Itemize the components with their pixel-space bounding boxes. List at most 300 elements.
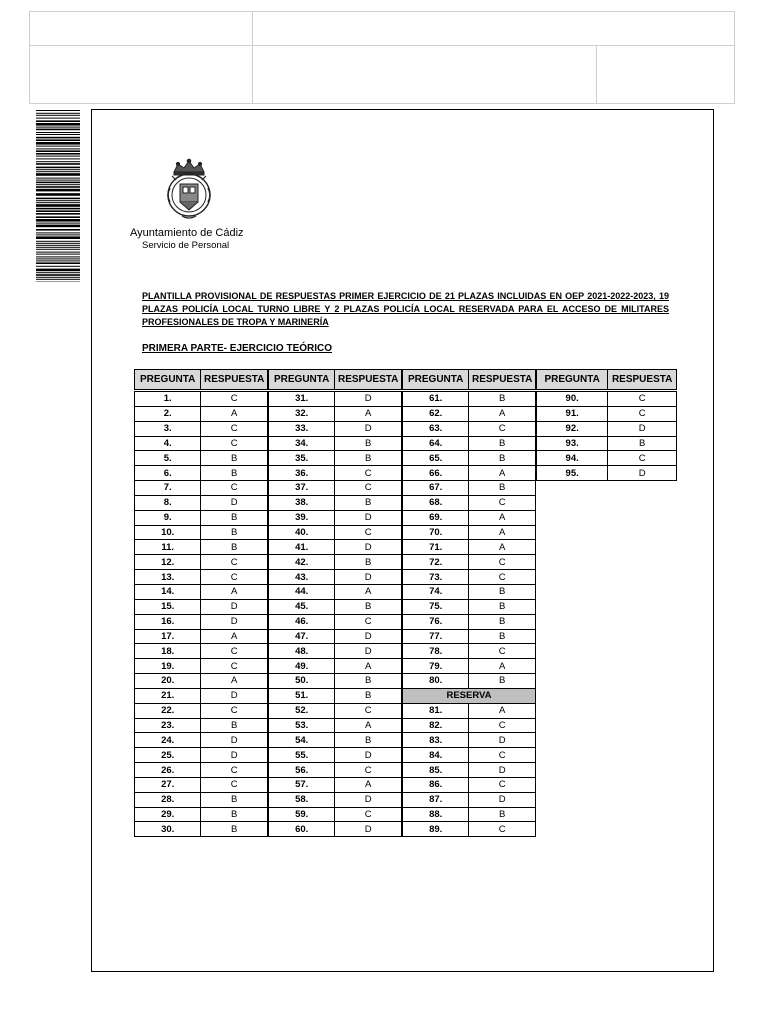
answer-letter: D <box>201 599 268 614</box>
question-number: 17. <box>135 629 201 644</box>
question-number: 28. <box>135 792 201 807</box>
barcode-image <box>36 110 80 282</box>
question-number: 69. <box>403 510 469 525</box>
answer-letter: A <box>469 540 536 555</box>
answer-letter: D <box>335 421 402 436</box>
answer-letter: A <box>469 406 536 421</box>
answer-letter: C <box>201 555 268 570</box>
answer-letter: C <box>335 807 402 822</box>
answer-letter: C <box>608 392 677 407</box>
table-row <box>135 540 268 555</box>
answer-letter: B <box>335 495 402 510</box>
table-row <box>269 495 402 510</box>
barcode-bar <box>36 202 80 203</box>
document-title: PLANTILLA PROVISIONAL DE RESPUESTAS PRIMER EJERCICIO DE 21 PLAZAS INCLUIDAS EN OEP 2021-2022-2023, 19 PLAZAS POLICÍA LOCAL TURNO LIBRE Y 2 PLAZAS POLICÍA LOCAL RESERVADA PARA EL ACCESO DE MILITARES PROFESIONALES DE TROPA Y MARINERÍA <box>142 291 669 327</box>
question-number: 61. <box>403 392 469 407</box>
table-row <box>135 792 268 807</box>
answer-letter: D <box>608 466 677 481</box>
answer-letter: C <box>469 570 536 585</box>
table-row <box>403 540 536 555</box>
barcode-bar <box>36 182 80 184</box>
answer-letter: B <box>469 481 536 496</box>
table-row <box>269 777 402 792</box>
answer-letter: A <box>335 777 402 792</box>
question-number: 16. <box>135 614 201 629</box>
table-row <box>269 436 402 451</box>
answer-letter: D <box>469 733 536 748</box>
barcode-bar <box>36 256 80 257</box>
answer-letter: B <box>335 555 402 570</box>
table-header-row <box>537 370 677 390</box>
table-row <box>403 466 536 481</box>
question-number: 33. <box>269 421 335 436</box>
question-number: 51. <box>269 688 335 703</box>
answer-letter: C <box>201 703 268 718</box>
table-row <box>135 495 268 510</box>
answer-letter: B <box>335 436 402 451</box>
table-row <box>403 718 536 733</box>
question-number: 79. <box>403 659 469 674</box>
question-number: 66. <box>403 466 469 481</box>
table-row <box>403 792 536 807</box>
organization-block <box>130 227 244 251</box>
answer-letter: B <box>335 674 402 689</box>
barcode-bar <box>36 113 80 114</box>
barcode-bar <box>36 266 80 267</box>
answer-letter: C <box>608 406 677 421</box>
table-row <box>135 674 268 689</box>
barcode-bar <box>36 120 80 122</box>
question-number: 39. <box>269 510 335 525</box>
barcode-bar <box>36 171 80 172</box>
barcode-bar <box>36 219 80 222</box>
question-number: 40. <box>269 525 335 540</box>
answer-letter: C <box>335 525 402 540</box>
barcode-bar <box>36 243 80 244</box>
answer-letter: B <box>469 807 536 822</box>
question-number: 4. <box>135 436 201 451</box>
barcode-bar <box>36 200 80 201</box>
answer-letter: A <box>469 659 536 674</box>
table-row <box>537 451 677 466</box>
column-header-question: PREGUNTA <box>537 370 608 390</box>
answer-letter: C <box>201 421 268 436</box>
answer-letter: D <box>335 570 402 585</box>
reserve-label: RESERVA <box>403 688 536 703</box>
table-row <box>403 629 536 644</box>
barcode-bar <box>36 127 80 128</box>
table-row <box>403 733 536 748</box>
barcode-bar <box>36 148 80 149</box>
question-number: 76. <box>403 614 469 629</box>
answer-letter: B <box>469 584 536 599</box>
table-row <box>403 763 536 778</box>
table-row <box>135 599 268 614</box>
question-number: 88. <box>403 807 469 822</box>
question-number: 44. <box>269 584 335 599</box>
question-number: 77. <box>403 629 469 644</box>
table-row <box>135 807 268 822</box>
reserve-header-row <box>403 688 536 703</box>
question-number: 59. <box>269 807 335 822</box>
table-row <box>269 614 402 629</box>
answers-table-61-89 <box>402 369 536 837</box>
answer-letter: C <box>201 644 268 659</box>
table-row <box>269 451 402 466</box>
answer-letter: A <box>469 703 536 718</box>
question-number: 71. <box>403 540 469 555</box>
question-number: 36. <box>269 466 335 481</box>
answer-letter: D <box>335 822 402 837</box>
table-row <box>135 510 268 525</box>
barcode-bar <box>36 115 80 116</box>
barcode-bar <box>36 132 80 133</box>
question-number: 48. <box>269 644 335 659</box>
column-header-answer: RESPUESTA <box>335 370 402 390</box>
question-number: 70. <box>403 525 469 540</box>
table-row <box>403 822 536 837</box>
answer-letter: B <box>201 540 268 555</box>
answer-letter: B <box>201 792 268 807</box>
question-number: 10. <box>135 525 201 540</box>
answer-letter: B <box>335 451 402 466</box>
table-row <box>403 481 536 496</box>
answer-letter: D <box>469 792 536 807</box>
question-number: 24. <box>135 733 201 748</box>
answer-letter: A <box>335 406 402 421</box>
answer-letter: D <box>335 792 402 807</box>
answer-letter: D <box>335 510 402 525</box>
answer-letter: A <box>201 406 268 421</box>
header-box-right <box>252 11 735 46</box>
answer-letter: C <box>469 777 536 792</box>
answer-letter: B <box>201 525 268 540</box>
answer-letter: D <box>201 733 268 748</box>
question-number: 67. <box>403 481 469 496</box>
answer-letter: B <box>469 599 536 614</box>
table-row <box>135 763 268 778</box>
answer-letter: A <box>201 674 268 689</box>
barcode-bar <box>36 189 80 192</box>
barcode-bar <box>36 134 80 135</box>
question-number: 45. <box>269 599 335 614</box>
barcode-bar <box>36 169 80 170</box>
table-row <box>537 392 677 407</box>
question-number: 68. <box>403 495 469 510</box>
answer-letter: B <box>335 733 402 748</box>
answer-letter: A <box>335 718 402 733</box>
question-number: 19. <box>135 659 201 674</box>
table-row <box>269 659 402 674</box>
table-row <box>403 495 536 510</box>
barcode-bar <box>36 252 80 253</box>
barcode-bar <box>36 129 80 131</box>
barcode-bar <box>36 260 80 261</box>
question-number: 15. <box>135 599 201 614</box>
barcode-bar <box>36 249 80 250</box>
question-number: 3. <box>135 421 201 436</box>
table-header-row <box>403 370 536 390</box>
table-row <box>269 792 402 807</box>
table-row <box>269 822 402 837</box>
answer-letter: B <box>201 466 268 481</box>
barcode-bar <box>36 184 80 185</box>
table-row <box>269 599 402 614</box>
table-row <box>403 644 536 659</box>
answer-letter: B <box>469 629 536 644</box>
column-header-question: PREGUNTA <box>269 370 335 390</box>
barcode-bar <box>36 277 80 278</box>
answer-letter: C <box>469 555 536 570</box>
answer-letter: C <box>469 644 536 659</box>
table-row <box>135 718 268 733</box>
table-row <box>269 748 402 763</box>
table-row <box>135 644 268 659</box>
barcode-bar <box>36 236 80 239</box>
table-row <box>269 674 402 689</box>
question-number: 78. <box>403 644 469 659</box>
barcode-bar <box>36 153 80 155</box>
table-row <box>403 570 536 585</box>
answer-letter: B <box>469 392 536 407</box>
question-number: 95. <box>537 466 608 481</box>
answer-letter: C <box>469 822 536 837</box>
barcode-bar <box>36 150 80 152</box>
department-name: Servicio de Personal <box>142 240 230 251</box>
question-number: 42. <box>269 555 335 570</box>
column-header-answer: RESPUESTA <box>608 370 677 390</box>
answer-letter: C <box>201 392 268 407</box>
table-row <box>135 436 268 451</box>
question-number: 56. <box>269 763 335 778</box>
table-row <box>403 555 536 570</box>
table-row <box>269 718 402 733</box>
table-row <box>269 688 402 703</box>
answer-letter: C <box>469 748 536 763</box>
answer-letter: B <box>335 688 402 703</box>
question-number: 87. <box>403 792 469 807</box>
header-box-bottom-middle <box>252 45 597 104</box>
barcode-bar <box>36 234 80 235</box>
question-number: 63. <box>403 421 469 436</box>
barcode-bar <box>36 110 80 111</box>
question-number: 8. <box>135 495 201 510</box>
table-row <box>403 777 536 792</box>
table-row <box>269 703 402 718</box>
question-number: 64. <box>403 436 469 451</box>
question-number: 46. <box>269 614 335 629</box>
answer-letter: C <box>335 763 402 778</box>
table-row <box>403 406 536 421</box>
question-number: 32. <box>269 406 335 421</box>
answer-letter: C <box>608 451 677 466</box>
barcode-bar <box>36 163 80 165</box>
barcode-bar <box>36 186 80 188</box>
table-row <box>403 748 536 763</box>
question-number: 50. <box>269 674 335 689</box>
answer-letter: C <box>201 659 268 674</box>
question-number: 37. <box>269 481 335 496</box>
organization-name: Ayuntamiento de Cádiz <box>130 227 244 239</box>
answer-letter: D <box>201 688 268 703</box>
barcode-bar <box>36 178 80 179</box>
table-row <box>135 748 268 763</box>
question-number: 74. <box>403 584 469 599</box>
question-number: 30. <box>135 822 201 837</box>
table-row <box>403 703 536 718</box>
barcode-bar <box>36 254 80 255</box>
answer-letter: C <box>201 763 268 778</box>
table-row <box>537 421 677 436</box>
barcode-bar <box>36 213 80 215</box>
table-row <box>269 570 402 585</box>
question-number: 94. <box>537 451 608 466</box>
answer-letter: A <box>469 510 536 525</box>
column-header-question: PREGUNTA <box>135 370 201 390</box>
answer-letter: D <box>201 748 268 763</box>
table-row <box>135 451 268 466</box>
table-row <box>135 629 268 644</box>
question-number: 13. <box>135 570 201 585</box>
barcode-bar <box>36 193 80 196</box>
barcode-bar <box>36 198 80 200</box>
question-number: 34. <box>269 436 335 451</box>
table-row <box>135 733 268 748</box>
question-number: 85. <box>403 763 469 778</box>
answer-letter: B <box>469 614 536 629</box>
answer-letter: C <box>469 718 536 733</box>
answer-letter: B <box>608 436 677 451</box>
question-number: 91. <box>537 406 608 421</box>
table-row <box>403 674 536 689</box>
table-row <box>135 584 268 599</box>
answer-letter: B <box>469 674 536 689</box>
question-number: 12. <box>135 555 201 570</box>
barcode-bar <box>36 137 80 139</box>
table-row <box>135 421 268 436</box>
answer-letter: A <box>469 525 536 540</box>
answer-letter: C <box>201 481 268 496</box>
table-row <box>269 481 402 496</box>
header-box-left <box>29 11 253 46</box>
answer-letter: D <box>608 421 677 436</box>
table-row <box>537 436 677 451</box>
barcode-bar <box>36 204 80 207</box>
question-number: 55. <box>269 748 335 763</box>
barcode-bar <box>36 118 80 119</box>
table-row <box>135 614 268 629</box>
question-number: 49. <box>269 659 335 674</box>
question-number: 73. <box>403 570 469 585</box>
column-header-answer: RESPUESTA <box>201 370 268 390</box>
answer-letter: B <box>201 510 268 525</box>
answer-letter: B <box>201 451 268 466</box>
table-row <box>403 599 536 614</box>
table-row <box>135 822 268 837</box>
barcode-bar <box>36 245 80 246</box>
barcode-bar <box>36 142 80 145</box>
question-number: 23. <box>135 718 201 733</box>
barcode-bar <box>36 208 80 210</box>
answer-letter: C <box>335 466 402 481</box>
column-header-answer: RESPUESTA <box>469 370 536 390</box>
table-header-row <box>269 370 402 390</box>
table-row <box>269 584 402 599</box>
table-row <box>269 629 402 644</box>
answer-letter: D <box>335 540 402 555</box>
question-number: 25. <box>135 748 201 763</box>
question-number: 27. <box>135 777 201 792</box>
question-number: 20. <box>135 674 201 689</box>
table-row <box>403 584 536 599</box>
table-row <box>135 570 268 585</box>
answer-letter: C <box>335 703 402 718</box>
table-row <box>269 763 402 778</box>
question-number: 65. <box>403 451 469 466</box>
table-row <box>269 392 402 407</box>
document-subtitle: PRIMERA PARTE- EJERCICIO TEÓRICO <box>142 343 333 354</box>
answer-letter: B <box>335 599 402 614</box>
table-row <box>135 481 268 496</box>
barcode-bar <box>36 167 80 169</box>
answer-letter: C <box>469 421 536 436</box>
barcode-bar <box>36 210 80 212</box>
question-number: 80. <box>403 674 469 689</box>
table-row <box>269 421 402 436</box>
table-row <box>403 614 536 629</box>
table-row <box>135 466 268 481</box>
table-row <box>269 466 402 481</box>
table-row <box>269 406 402 421</box>
table-row <box>269 525 402 540</box>
answer-letter: B <box>201 718 268 733</box>
question-number: 2. <box>135 406 201 421</box>
question-number: 18. <box>135 644 201 659</box>
barcode-bar <box>36 173 80 176</box>
answer-letter: C <box>201 777 268 792</box>
question-number: 29. <box>135 807 201 822</box>
answer-letter: D <box>469 763 536 778</box>
table-row <box>403 807 536 822</box>
table-row <box>403 451 536 466</box>
barcode-bar <box>36 225 80 228</box>
barcode-bar <box>36 269 80 272</box>
question-number: 60. <box>269 822 335 837</box>
barcode-bar <box>36 274 80 276</box>
table-row <box>135 406 268 421</box>
barcode-bar <box>36 279 80 280</box>
table-row <box>269 644 402 659</box>
table-row <box>135 525 268 540</box>
answer-letter: C <box>201 570 268 585</box>
table-row <box>537 406 677 421</box>
header-box-bottom-left <box>29 45 253 104</box>
question-number: 38. <box>269 495 335 510</box>
table-row <box>135 555 268 570</box>
answer-letter: D <box>201 614 268 629</box>
question-number: 11. <box>135 540 201 555</box>
barcode-bar <box>36 156 80 157</box>
question-number: 62. <box>403 406 469 421</box>
column-header-question: PREGUNTA <box>403 370 469 390</box>
question-number: 22. <box>135 703 201 718</box>
table-row <box>135 777 268 792</box>
answer-letter: D <box>335 748 402 763</box>
answer-letter: D <box>335 644 402 659</box>
answer-letter: C <box>335 481 402 496</box>
barcode-bar <box>36 272 80 273</box>
barcode-bar <box>36 223 80 224</box>
